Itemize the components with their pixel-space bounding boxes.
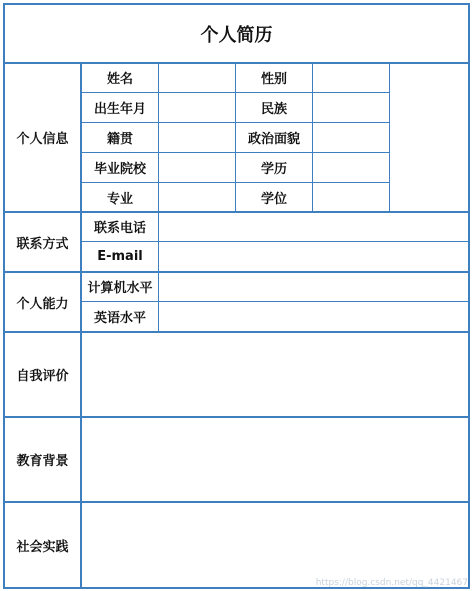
section-self-eval: 自我评价 (16, 369, 69, 384)
value-computer-level[interactable] (159, 272, 468, 301)
value-ethnicity[interactable] (313, 93, 389, 122)
value-education-level[interactable] (313, 153, 389, 182)
label-phone: 联系电话 (93, 221, 146, 236)
value-major[interactable] (159, 183, 235, 211)
label-computer-level: 计算机水平 (87, 281, 153, 296)
label-school: 毕业院校 (93, 162, 146, 177)
label-native-place: 籍贯 (106, 132, 133, 147)
section-education: 教育背景 (16, 454, 69, 469)
value-name[interactable] (159, 63, 235, 92)
page-title: 个人简历 (200, 24, 273, 46)
label-education-level: 学历 (260, 162, 287, 177)
section-personal-info: 个人信息 (16, 132, 69, 147)
value-self-eval[interactable] (82, 333, 468, 416)
value-birth[interactable] (159, 93, 235, 122)
watermark: https://blog.csdn.net/qq_4421467 (315, 578, 468, 588)
value-degree[interactable] (313, 183, 389, 211)
label-major: 专业 (106, 191, 133, 207)
label-name: 姓名 (106, 72, 133, 87)
label-birth: 出生年月 (93, 102, 146, 117)
label-political-status: 政治面貌 (247, 132, 300, 147)
value-gender[interactable] (313, 63, 389, 92)
section-social: 社会实践 (16, 539, 69, 555)
value-education[interactable] (82, 418, 468, 501)
section-ability: 个人能力 (16, 296, 69, 312)
section-contact: 联系方式 (16, 236, 69, 252)
value-school[interactable] (159, 153, 235, 182)
label-email: E-mail (97, 249, 143, 264)
value-email[interactable] (159, 242, 468, 271)
value-social[interactable] (82, 503, 468, 587)
label-gender: 性别 (260, 72, 287, 87)
label-ethnicity: 民族 (260, 102, 287, 117)
label-degree: 学位 (260, 191, 287, 207)
value-phone[interactable] (159, 212, 468, 241)
value-native-place[interactable] (159, 123, 235, 152)
value-english-level[interactable] (159, 302, 468, 331)
value-political-status[interactable] (313, 123, 389, 152)
photo-area[interactable] (390, 63, 468, 211)
label-english-level: 英语水平 (93, 311, 146, 326)
